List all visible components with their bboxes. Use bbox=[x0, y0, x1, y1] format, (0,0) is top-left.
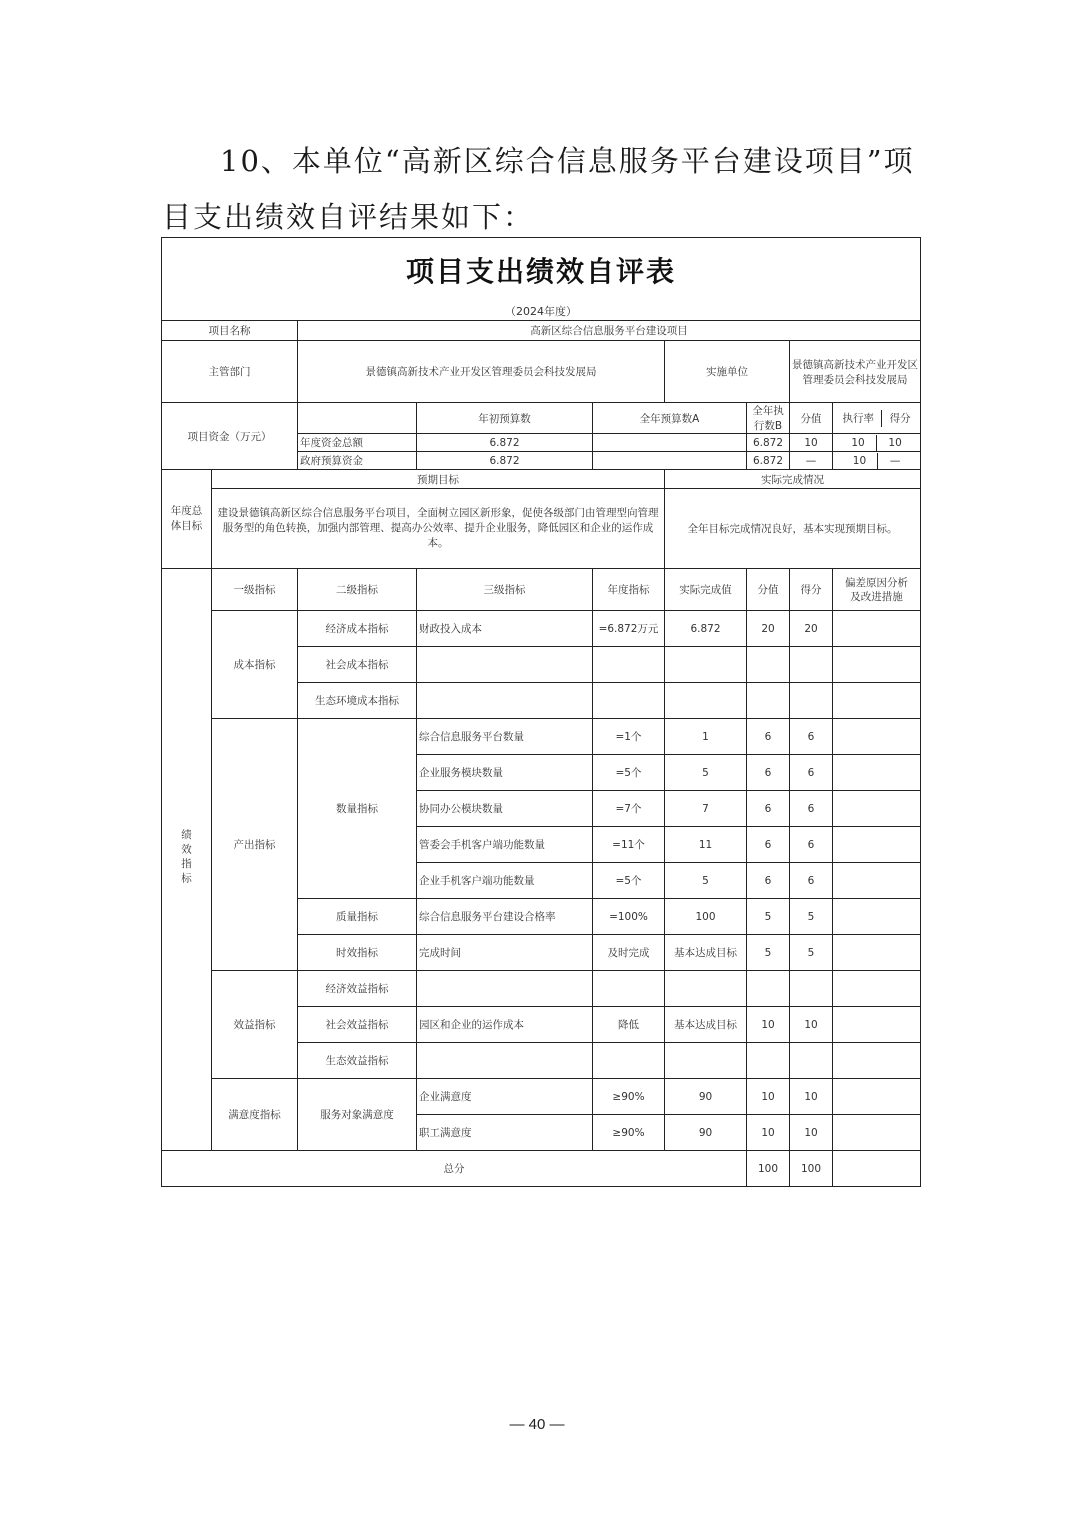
indicator-level3: 完成时间 bbox=[417, 935, 593, 971]
indicator-actual: 7 bbox=[665, 791, 747, 827]
indicator-target bbox=[593, 647, 665, 683]
indicator-actual bbox=[665, 1043, 747, 1079]
table-row bbox=[162, 719, 921, 755]
indicator-level3: 职工满意度 bbox=[417, 1115, 593, 1151]
indicator-level1: 效益指标 bbox=[212, 971, 298, 1079]
table-row bbox=[162, 611, 921, 647]
indicator-header-actual-value: 实际完成值 bbox=[665, 569, 747, 611]
indicator-header-level2: 二级指标 bbox=[298, 569, 417, 611]
indicator-header-deviation-analysis: 偏差原因分析及改进措施 bbox=[833, 569, 921, 611]
funds-row-init: 6.872 bbox=[417, 452, 593, 470]
indicator-note bbox=[833, 683, 921, 719]
indicator-note bbox=[833, 1007, 921, 1043]
evaluation-table bbox=[161, 237, 921, 1187]
indicator-note bbox=[833, 791, 921, 827]
indicator-value bbox=[747, 683, 790, 719]
indicator-header-score-value: 分值 bbox=[747, 569, 790, 611]
funds-row-annual bbox=[593, 452, 747, 470]
indicator-value bbox=[747, 1043, 790, 1079]
indicator-score: 6 bbox=[790, 863, 833, 899]
indicator-actual: 100 bbox=[665, 899, 747, 935]
indicator-level2: 生态环境成本指标 bbox=[298, 683, 417, 719]
indicator-level2: 社会成本指标 bbox=[298, 647, 417, 683]
project-name-value: 高新区综合信息服务平台建设项目 bbox=[298, 321, 921, 341]
funds-row-rate-score bbox=[833, 434, 921, 452]
indicator-note bbox=[833, 647, 921, 683]
impl-label: 实施单位 bbox=[665, 341, 790, 403]
indicator-value bbox=[747, 971, 790, 1007]
indicator-level3 bbox=[417, 1043, 593, 1079]
indicator-value: 6 bbox=[747, 827, 790, 863]
funds-row-rate: 10 bbox=[852, 454, 867, 467]
indicator-value: 10 bbox=[747, 1007, 790, 1043]
funds-row-annual bbox=[593, 434, 747, 452]
indicator-value: 6 bbox=[747, 791, 790, 827]
indicator-value: 6 bbox=[747, 719, 790, 755]
indicator-target: 降低 bbox=[593, 1007, 665, 1043]
indicator-header-score: 得分 bbox=[790, 569, 833, 611]
indicator-score bbox=[790, 1043, 833, 1079]
indicator-score bbox=[790, 647, 833, 683]
indicator-target: =11个 bbox=[593, 827, 665, 863]
impl-value: 景德镇高新技术产业开发区管理委员会科技发展局 bbox=[790, 341, 921, 403]
indicator-level3 bbox=[417, 971, 593, 1007]
indicator-level3: 企业手机客户端功能数量 bbox=[417, 863, 593, 899]
indicator-level2: 服务对象满意度 bbox=[298, 1079, 417, 1151]
indicator-target bbox=[593, 971, 665, 1007]
indicator-actual: 6.872 bbox=[665, 611, 747, 647]
table-year: （2024年度） bbox=[162, 302, 921, 321]
indicator-score: 10 bbox=[790, 1115, 833, 1151]
actual-result-text: 全年目标完成情况良好，基本实现预期目标。 bbox=[665, 489, 921, 569]
indicator-value bbox=[747, 647, 790, 683]
indicator-value: 5 bbox=[747, 935, 790, 971]
indicator-value: 5 bbox=[747, 899, 790, 935]
funds-row-rate-score bbox=[833, 452, 921, 470]
funds-row-exec: 6.872 bbox=[747, 434, 790, 452]
funds-header-value: 分值 bbox=[790, 403, 833, 434]
table-title-cell bbox=[162, 238, 921, 303]
indicator-score: 6 bbox=[790, 755, 833, 791]
actual-result-header: 实际完成情况 bbox=[665, 470, 921, 489]
dept-label: 主管部门 bbox=[162, 341, 298, 403]
funds-header-rate-score bbox=[833, 403, 921, 434]
perf-indicator-label bbox=[162, 569, 212, 1151]
indicator-level2: 经济成本指标 bbox=[298, 611, 417, 647]
indicator-level3: 园区和企业的运作成本 bbox=[417, 1007, 593, 1043]
perf-indicator-text: 绩效指标 bbox=[180, 829, 192, 887]
indicator-actual: 基本达成目标 bbox=[665, 1007, 747, 1043]
indicator-actual: 5 bbox=[665, 863, 747, 899]
indicator-level1: 产出指标 bbox=[212, 719, 298, 971]
indicator-note bbox=[833, 1043, 921, 1079]
funds-header-init: 年初预算数 bbox=[417, 403, 593, 434]
indicator-value: 6 bbox=[747, 863, 790, 899]
project-name-label: 项目名称 bbox=[162, 321, 298, 341]
indicator-level1: 满意度指标 bbox=[212, 1079, 298, 1151]
indicator-note bbox=[833, 935, 921, 971]
indicator-note bbox=[833, 863, 921, 899]
indicator-actual: 5 bbox=[665, 755, 747, 791]
indicator-level2: 经济效益指标 bbox=[298, 971, 417, 1007]
table-row bbox=[162, 1079, 921, 1115]
indicator-actual: 90 bbox=[665, 1079, 747, 1115]
funds-header-annual: 全年预算数A bbox=[593, 403, 747, 434]
indicator-actual bbox=[665, 971, 747, 1007]
indicator-actual: 1 bbox=[665, 719, 747, 755]
expected-goal-text: 建设景德镇高新区综合信息服务平台项目，全面树立园区新形象，促使各级部门由管理型向管理服务型的角色转换，加强内部管理、提高办公效率、提升企业服务，降低园区和企业的运作成本。 bbox=[212, 489, 665, 569]
table-title: 项目支出绩效自评表 bbox=[406, 255, 677, 288]
indicator-score: 6 bbox=[790, 827, 833, 863]
funds-row-exec: 6.872 bbox=[747, 452, 790, 470]
total-value: 100 bbox=[747, 1151, 790, 1187]
indicator-score: 10 bbox=[790, 1079, 833, 1115]
funds-header-score: 得分 bbox=[889, 412, 911, 424]
funds-row-label: 年度资金总额 bbox=[298, 434, 417, 452]
indicator-target: =5个 bbox=[593, 755, 665, 791]
indicator-level2: 数量指标 bbox=[298, 719, 417, 899]
table-row bbox=[162, 971, 921, 1007]
funds-header-rate: 执行率 bbox=[842, 412, 874, 424]
indicator-level3: 财政投入成本 bbox=[417, 611, 593, 647]
indicator-level3: 综合信息服务平台建设合格率 bbox=[417, 899, 593, 935]
indicator-note bbox=[833, 1079, 921, 1115]
funds-row-label: 政府预算资金 bbox=[298, 452, 417, 470]
indicator-level2: 质量指标 bbox=[298, 899, 417, 935]
indicator-target: =6.872万元 bbox=[593, 611, 665, 647]
indicator-note bbox=[833, 899, 921, 935]
indicator-target: =7个 bbox=[593, 791, 665, 827]
indicator-score: 5 bbox=[790, 935, 833, 971]
indicator-value: 10 bbox=[747, 1115, 790, 1151]
indicator-note bbox=[833, 755, 921, 791]
goal-label: 年度总体目标 bbox=[162, 470, 212, 569]
indicator-note bbox=[833, 719, 921, 755]
indicator-header-annual-target: 年度指标 bbox=[593, 569, 665, 611]
funds-row-value: 10 bbox=[790, 434, 833, 452]
funds-row-value: — bbox=[790, 452, 833, 470]
indicator-note bbox=[833, 1115, 921, 1151]
indicator-level1: 成本指标 bbox=[212, 611, 298, 719]
funds-row-rate: 10 bbox=[851, 436, 865, 449]
indicator-level3 bbox=[417, 683, 593, 719]
total-label: 总分 bbox=[162, 1151, 747, 1187]
indicator-header-level3: 三级指标 bbox=[417, 569, 593, 611]
indicator-score: 20 bbox=[790, 611, 833, 647]
intro-paragraph: 10、本单位“高新区综合信息服务平台建设项目”项目支出绩效自评结果如下： bbox=[162, 144, 915, 234]
indicator-score bbox=[790, 683, 833, 719]
indicator-actual bbox=[665, 647, 747, 683]
indicator-level2: 社会效益指标 bbox=[298, 1007, 417, 1043]
indicator-actual: 90 bbox=[665, 1115, 747, 1151]
indicator-level3: 管委会手机客户端功能数量 bbox=[417, 827, 593, 863]
indicator-score: 6 bbox=[790, 791, 833, 827]
indicator-value: 10 bbox=[747, 1079, 790, 1115]
indicator-level3: 企业满意度 bbox=[417, 1079, 593, 1115]
indicator-target: ≥90% bbox=[593, 1079, 665, 1115]
indicator-level3 bbox=[417, 647, 593, 683]
indicator-actual: 基本达成目标 bbox=[665, 935, 747, 971]
indicator-target bbox=[593, 1043, 665, 1079]
indicator-actual bbox=[665, 683, 747, 719]
indicator-target: =1个 bbox=[593, 719, 665, 755]
total-score: 100 bbox=[790, 1151, 833, 1187]
indicator-level3: 企业服务模块数量 bbox=[417, 755, 593, 791]
total-note bbox=[833, 1151, 921, 1187]
indicator-header-level1: 一级指标 bbox=[212, 569, 298, 611]
indicator-level2: 生态效益指标 bbox=[298, 1043, 417, 1079]
indicator-target: =100% bbox=[593, 899, 665, 935]
indicator-score: 10 bbox=[790, 1007, 833, 1043]
expected-goal-header: 预期目标 bbox=[212, 470, 665, 489]
indicator-actual: 11 bbox=[665, 827, 747, 863]
indicator-target: ≥90% bbox=[593, 1115, 665, 1151]
indicator-level3: 综合信息服务平台数量 bbox=[417, 719, 593, 755]
indicator-note bbox=[833, 827, 921, 863]
indicator-score bbox=[790, 971, 833, 1007]
funds-row-score: — bbox=[889, 454, 901, 467]
indicator-score: 5 bbox=[790, 899, 833, 935]
funds-label: 项目资金（万元） bbox=[162, 403, 298, 470]
funds-header-exec: 全年执行数B bbox=[747, 403, 790, 434]
funds-row-score: 10 bbox=[888, 436, 902, 449]
indicator-value: 6 bbox=[747, 755, 790, 791]
indicator-score: 6 bbox=[790, 719, 833, 755]
funds-row-init: 6.872 bbox=[417, 434, 593, 452]
indicator-note bbox=[833, 611, 921, 647]
indicator-level3: 协同办公模块数量 bbox=[417, 791, 593, 827]
indicator-target: =5个 bbox=[593, 863, 665, 899]
indicator-value: 20 bbox=[747, 611, 790, 647]
funds-blank-header bbox=[298, 403, 417, 434]
indicator-target: 及时完成 bbox=[593, 935, 665, 971]
indicator-note bbox=[833, 971, 921, 1007]
page-number: — 40 — bbox=[509, 1416, 565, 1433]
dept-value: 景德镇高新技术产业开发区管理委员会科技发展局 bbox=[298, 341, 665, 403]
indicator-level2: 时效指标 bbox=[298, 935, 417, 971]
indicator-target bbox=[593, 683, 665, 719]
